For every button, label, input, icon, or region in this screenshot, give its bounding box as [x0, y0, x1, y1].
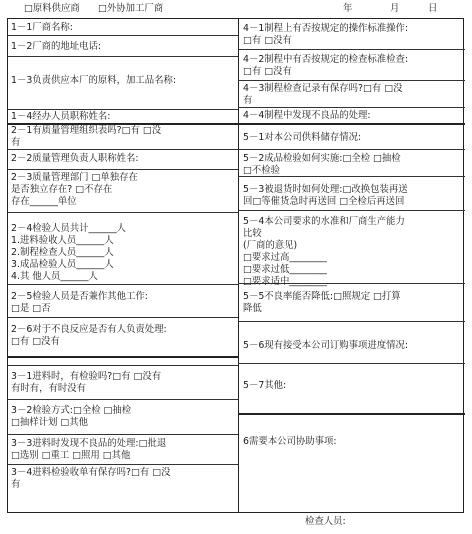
row-divider	[238, 49, 465, 50]
row-divider	[8, 109, 238, 110]
field-defect-rate[interactable]: 5－5不良率能否降低:□照规定 □打算 降低	[243, 291, 401, 314]
field-assistance-needed[interactable]: 6需要本公司协助事项:	[243, 436, 337, 447]
row-divider	[238, 321, 465, 322]
row-divider	[8, 464, 238, 465]
form-header	[8, 2, 466, 16]
day-label: 日	[428, 3, 438, 14]
field-process-records[interactable]: 4－3制程检查记录有保存吗?□有 □没 有	[243, 83, 403, 106]
column-divider	[238, 19, 239, 512]
field-qc-manager[interactable]: 2－2质量管理负责人职称姓名:	[11, 153, 139, 164]
field-order-progress[interactable]: 5－6现有接受本公司订购事项进度情况:	[243, 340, 409, 351]
field-defect-handler[interactable]: 2－6对于不良反应是否有人负责处理: □有 □没有	[11, 324, 167, 347]
field-process-standard[interactable]: 4－1制程上有否按规定的操作标准操作: □有 □没有	[243, 23, 409, 46]
field-return-handling[interactable]: 5－3被退货时如何处理:□改换包装再送 回□等催货急时再送回 □全检后再送回	[243, 184, 408, 207]
field-incoming-defect-handling[interactable]: 3－3进料时发现不良品的处理:□批退 □选别 □重工 □照用 □其他	[11, 438, 167, 461]
row-divider	[8, 317, 238, 318]
row-divider	[8, 212, 238, 213]
field-inspector-other-duties[interactable]: 2－5检验人员是否兼作其他工作: □是 □否	[11, 291, 148, 314]
inspector-signature-label: 检查人员:	[305, 516, 346, 527]
field-process-defect-handling[interactable]: 4－4制程中发现不良品的处理:	[243, 110, 371, 121]
field-incoming-inspection[interactable]: 3－1进料时，有检验吗?□有 □没有 有时有，有时没有	[11, 371, 162, 394]
row-divider	[8, 365, 238, 366]
row-divider	[238, 210, 465, 211]
section-divider	[238, 413, 465, 415]
field-inspector-count[interactable]: 2－4检验人员共计______人 1.进料验收人员______人 2.制程检查人员______人 3.成品检验人员______人 4.其 他人员______人	[11, 223, 127, 282]
outsource-checkbox-label[interactable]: □外协加工厂商	[98, 3, 164, 14]
row-divider	[238, 107, 465, 108]
field-inspection-method[interactable]: 3－2检验方式:□全检 □抽检 □抽样计划 □其他	[11, 405, 132, 428]
row-divider	[8, 399, 238, 400]
row-divider	[238, 149, 465, 150]
field-capability-comparison[interactable]: 5－4本公司要求的水准和厂商生产能力 比较 (厂商的意见) □要求过高________ □要求过低________ □要求适中________	[243, 216, 405, 287]
row-divider	[238, 80, 465, 81]
section-divider	[238, 123, 465, 125]
row-divider	[8, 56, 238, 57]
field-qc-org-chart[interactable]: 2－1有质量管理组织表吗?□有 □没 有	[11, 125, 162, 148]
supplier-audit-form	[7, 18, 464, 513]
field-supplied-materials[interactable]: 1－3负责供应本厂的原料，加工品名称:	[11, 75, 177, 86]
field-other[interactable]: 5－7其他:	[243, 380, 287, 391]
field-vendor-address[interactable]: 1－2厂商的地址电话:	[11, 41, 102, 52]
field-final-inspection[interactable]: 5－2成品检验如何实施:□全检 □抽检 □不检验	[243, 153, 401, 176]
year-label: 年	[343, 3, 353, 14]
field-receipt-retention[interactable]: 3－4进料检验收单有保存吗?□有 □没 有	[11, 467, 171, 490]
field-storage-status[interactable]: 5－1对本公司供料储存情况:	[243, 132, 362, 143]
section-divider	[8, 356, 238, 358]
row-divider	[8, 149, 238, 150]
row-divider	[8, 284, 238, 285]
field-qc-department[interactable]: 2－3质量管理部门 □单独存在 是否独立存在? □不存在 存在______单位	[11, 172, 138, 207]
month-label: 月	[390, 3, 400, 14]
row-divider	[8, 434, 238, 435]
field-handler-name[interactable]: 1－4经办人员职称姓名:	[11, 111, 111, 122]
row-divider	[8, 35, 238, 36]
field-process-inspection[interactable]: 4－2制程中有否按规定的检查标准检查: □有 □没有	[243, 54, 409, 77]
field-vendor-name[interactable]: 1－1厂商名称:	[11, 22, 73, 33]
supplier-checkbox-label[interactable]: □原料供应商	[24, 3, 80, 14]
row-divider	[238, 363, 465, 364]
row-divider	[8, 169, 238, 170]
